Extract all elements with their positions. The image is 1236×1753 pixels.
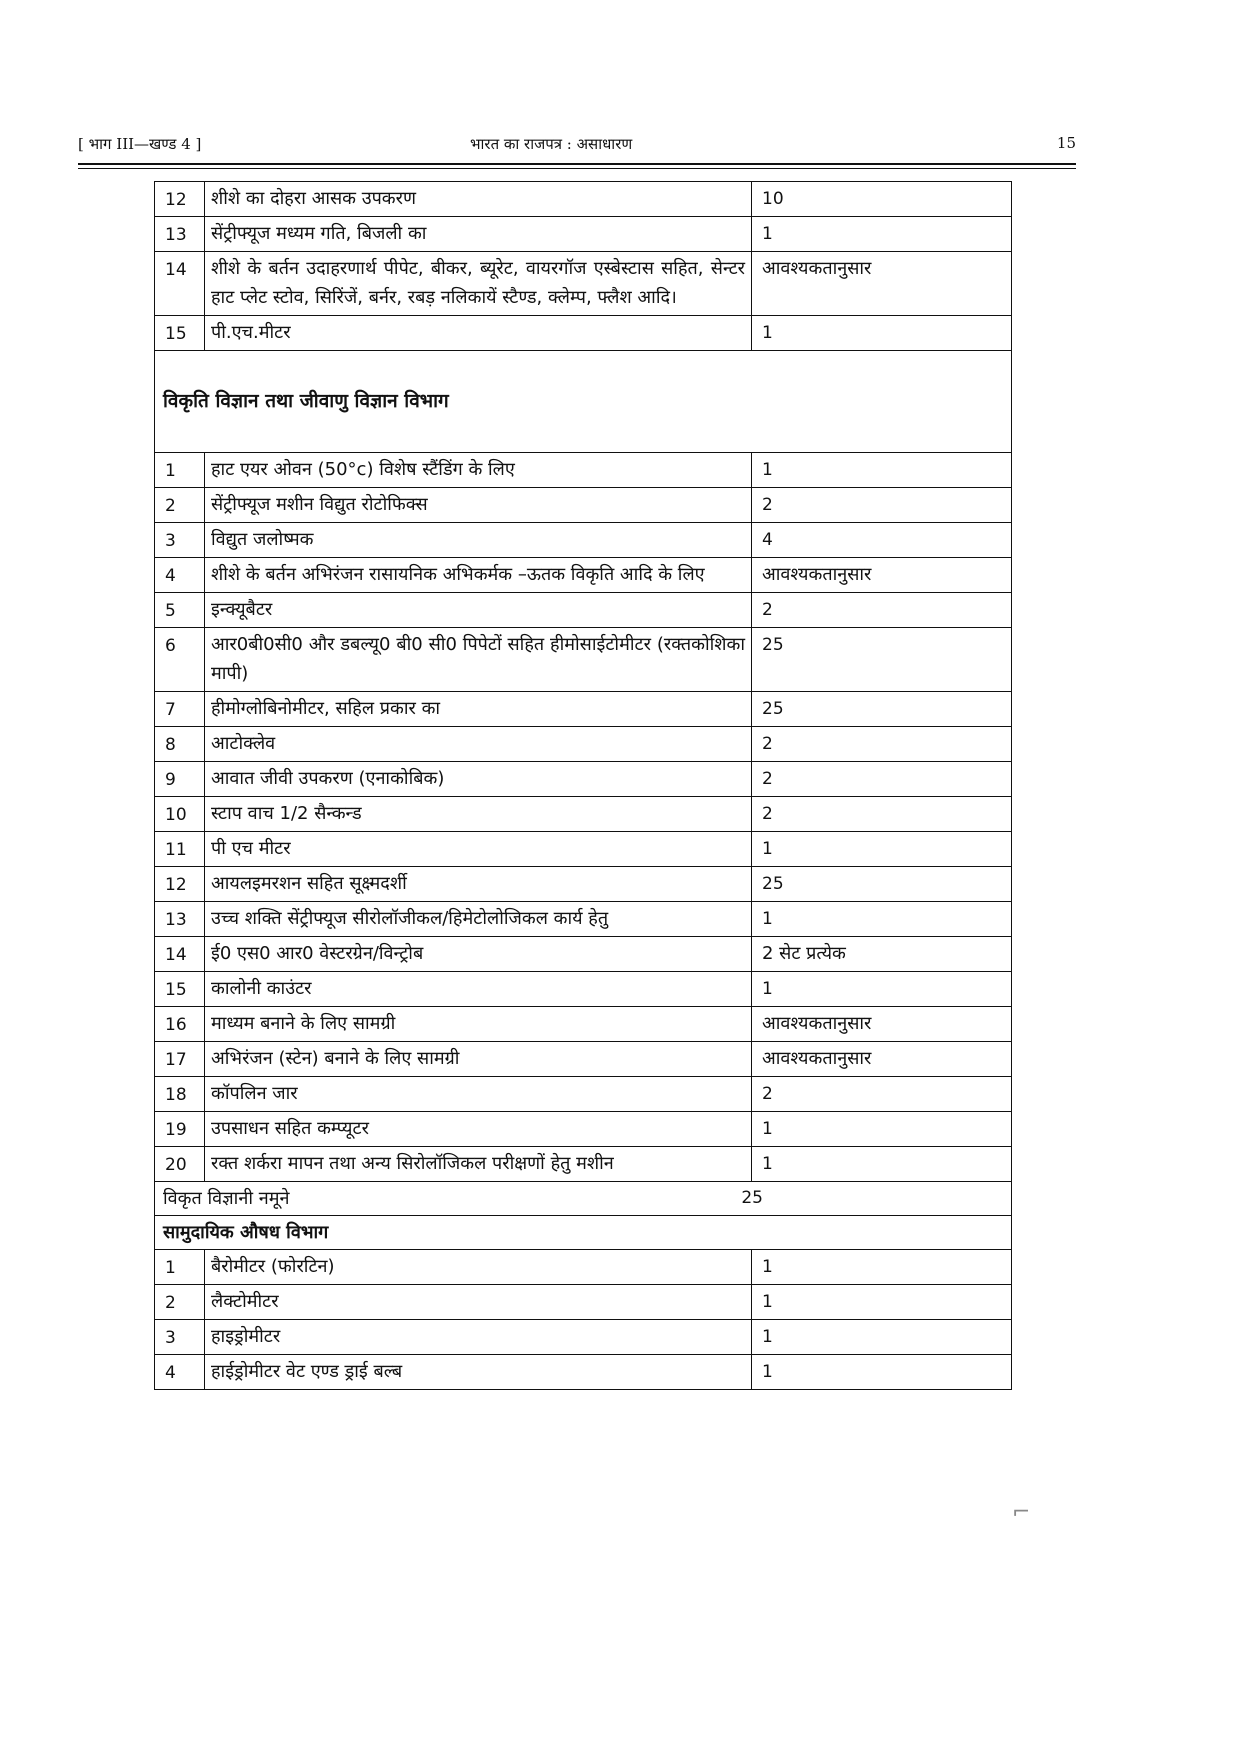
table-row bbox=[155, 867, 1012, 902]
row-quantity: 1 bbox=[752, 1285, 1012, 1320]
row-quantity: 4 bbox=[752, 523, 1012, 558]
row-quantity: 1 bbox=[752, 1355, 1012, 1390]
header-gazette-title: भारत का राजपत्र : असाधारण bbox=[470, 135, 633, 153]
table-row bbox=[155, 972, 1012, 1007]
row-description: स्टाप वाच 1/2 सैन्कन्ड bbox=[205, 797, 752, 832]
row-number: 18 bbox=[155, 1077, 205, 1112]
row-number: 9 bbox=[155, 762, 205, 797]
table-row bbox=[155, 832, 1012, 867]
row-number: 15 bbox=[155, 316, 205, 351]
row-number: 16 bbox=[155, 1007, 205, 1042]
row-number: 11 bbox=[155, 832, 205, 867]
row-quantity: आवश्यकतानुसार bbox=[752, 1042, 1012, 1077]
table-row bbox=[155, 1007, 1012, 1042]
table-row bbox=[155, 762, 1012, 797]
row-number: 3 bbox=[155, 523, 205, 558]
row-description: हीमोग्लोबिनोमीटर, सहिल प्रकार का bbox=[205, 692, 752, 727]
row-description: माध्यम बनाने के लिए सामग्री bbox=[205, 1007, 752, 1042]
table-row bbox=[155, 1077, 1012, 1112]
row-number: 15 bbox=[155, 972, 205, 1007]
row-quantity: 2 bbox=[752, 797, 1012, 832]
summary-value: 25 bbox=[741, 1188, 763, 1208]
row-quantity: 1 bbox=[752, 902, 1012, 937]
row-description: रक्त शर्करा मापन तथा अन्य सिरोलॉजिकल परीक्षणों हेतु मशीन bbox=[205, 1147, 752, 1182]
equipment-table-part1 bbox=[155, 182, 1012, 351]
row-quantity: 2 bbox=[752, 1077, 1012, 1112]
row-quantity: 2 bbox=[752, 727, 1012, 762]
row-number: 12 bbox=[155, 182, 205, 217]
row-quantity: 2 सेट प्रत्येक bbox=[752, 937, 1012, 972]
row-description: पी एच मीटर bbox=[205, 832, 752, 867]
section-heading-pathology bbox=[155, 351, 1012, 453]
header-part-section: [ भाग III—खण्ड 4 ] bbox=[78, 135, 202, 153]
row-quantity: 25 bbox=[752, 628, 1012, 692]
row-number: 8 bbox=[155, 727, 205, 762]
table-row bbox=[155, 1250, 1012, 1285]
row-description: कॉपलिन जार bbox=[205, 1077, 752, 1112]
table-row bbox=[155, 316, 1012, 351]
row-quantity: 1 bbox=[752, 1147, 1012, 1182]
row-description: हाट एयर ओवन (50°c) विशेष स्टैंडिंग के लिए bbox=[205, 453, 752, 488]
row-quantity: आवश्यकतानुसार bbox=[752, 558, 1012, 593]
row-description: पी.एच.मीटर bbox=[205, 316, 752, 351]
row-description: ई0 एस0 आर0 वेस्टरग्रेन/विन्ट्रोब bbox=[205, 937, 752, 972]
row-description: उपसाधन सहित कम्प्यूटर bbox=[205, 1112, 752, 1147]
table-row bbox=[155, 937, 1012, 972]
row-quantity: 25 bbox=[752, 692, 1012, 727]
row-description: बैरोमीटर (फोरटिन) bbox=[205, 1250, 752, 1285]
row-quantity: 1 bbox=[752, 1112, 1012, 1147]
row-description: शीशे के बर्तन अभिरंजन रासायनिक अभिकर्मक –ऊतक विकृति आदि के लिए bbox=[205, 558, 752, 593]
row-number: 10 bbox=[155, 797, 205, 832]
row-description: आर0बी0सी0 और डबल्यू0 बी0 सी0 पिपेटों सहित हीमोसाईटोमीटर (रक्तकोशिका मापी) bbox=[205, 628, 752, 692]
section-title-community-medicine: सामुदायिक औषध विभाग bbox=[155, 1216, 1012, 1250]
row-description: विद्युत जलोष्मक bbox=[205, 523, 752, 558]
row-quantity: 1 bbox=[752, 972, 1012, 1007]
header-rule-thick bbox=[78, 163, 1076, 165]
row-number: 5 bbox=[155, 593, 205, 628]
page-number: 15 bbox=[1056, 134, 1076, 152]
row-quantity: 2 bbox=[752, 593, 1012, 628]
row-number: 20 bbox=[155, 1147, 205, 1182]
row-quantity: 2 bbox=[752, 762, 1012, 797]
table-row bbox=[155, 1285, 1012, 1320]
row-description: अभिरंजन (स्टेन) बनाने के लिए सामग्री bbox=[205, 1042, 752, 1077]
table-row bbox=[155, 1355, 1012, 1390]
row-quantity: 2 bbox=[752, 488, 1012, 523]
row-number: 3 bbox=[155, 1320, 205, 1355]
equipment-table-part2 bbox=[155, 453, 1012, 1182]
page-header bbox=[78, 132, 1076, 158]
row-description: हाइड्रोमीटर bbox=[205, 1320, 752, 1355]
row-description: सेंट्रीफ्यूज मशीन विद्युत रोटोफिक्स bbox=[205, 488, 752, 523]
row-number: 4 bbox=[155, 1355, 205, 1390]
row-number: 14 bbox=[155, 937, 205, 972]
summary-label: विकृत विज्ञानी नमूने bbox=[163, 1188, 290, 1209]
table-row bbox=[155, 1320, 1012, 1355]
row-number: 1 bbox=[155, 453, 205, 488]
table-row bbox=[155, 182, 1012, 217]
summary-cell bbox=[155, 1182, 1012, 1216]
row-number: 13 bbox=[155, 902, 205, 937]
row-number: 13 bbox=[155, 217, 205, 252]
table-row bbox=[155, 727, 1012, 762]
row-quantity: 25 bbox=[752, 867, 1012, 902]
section-title-pathology: विकृति विज्ञान तथा जीवाणु विज्ञान विभाग bbox=[155, 351, 1012, 453]
row-quantity: 1 bbox=[752, 1320, 1012, 1355]
row-quantity: 1 bbox=[752, 217, 1012, 252]
table-row bbox=[155, 797, 1012, 832]
row-number: 6 bbox=[155, 628, 205, 692]
table-row bbox=[155, 453, 1012, 488]
row-quantity: आवश्यकतानुसार bbox=[752, 252, 1012, 316]
row-quantity: 1 bbox=[752, 453, 1012, 488]
table-row bbox=[155, 628, 1012, 692]
row-number: 17 bbox=[155, 1042, 205, 1077]
row-description: सेंट्रीफ्यूज मध्यम गति, बिजली का bbox=[205, 217, 752, 252]
row-number: 12 bbox=[155, 867, 205, 902]
row-number: 1 bbox=[155, 1250, 205, 1285]
row-description: शीशे के बर्तन उदाहरणार्थ पीपेट, बीकर, ब्यूरेट, वायरगॉज एस्बेस्टास सहित, सेन्टर हाट प्लेट स्टोव, सिरिंजें, बर्नर, रबड़ नलिकायें स्टैण्ड, क्लेम्प, फ्लैश आदि। bbox=[205, 252, 752, 316]
row-description: हाईड्रोमीटर वेट एण्ड ड्राई बल्ब bbox=[205, 1355, 752, 1390]
row-description: आयलइमरशन सहित सूक्ष्मदर्शी bbox=[205, 867, 752, 902]
row-quantity: 1 bbox=[752, 1250, 1012, 1285]
row-number: 19 bbox=[155, 1112, 205, 1147]
table-row bbox=[155, 488, 1012, 523]
table-row bbox=[155, 692, 1012, 727]
table-row bbox=[155, 1042, 1012, 1077]
table-row bbox=[155, 558, 1012, 593]
section-row bbox=[155, 351, 1012, 453]
row-number: 14 bbox=[155, 252, 205, 316]
summary-row bbox=[155, 1182, 1012, 1216]
table-row bbox=[155, 1112, 1012, 1147]
row-number: 7 bbox=[155, 692, 205, 727]
equipment-table-part3 bbox=[155, 1250, 1012, 1390]
section-row bbox=[155, 1216, 1012, 1250]
row-number: 4 bbox=[155, 558, 205, 593]
row-description: कालोनी काउंटर bbox=[205, 972, 752, 1007]
row-quantity: 1 bbox=[752, 316, 1012, 351]
table-row bbox=[155, 902, 1012, 937]
row-description: शीशे का दोहरा आसक उपकरण bbox=[205, 182, 752, 217]
table-row bbox=[155, 217, 1012, 252]
row-number: 2 bbox=[155, 488, 205, 523]
row-description: आवात जीवी उपकरण (एनाकोबिक) bbox=[205, 762, 752, 797]
table-row bbox=[155, 523, 1012, 558]
summary-section bbox=[155, 1182, 1012, 1250]
table-row bbox=[155, 593, 1012, 628]
row-quantity: 1 bbox=[752, 832, 1012, 867]
row-number: 2 bbox=[155, 1285, 205, 1320]
table-row bbox=[155, 252, 1012, 316]
header-rule-thin bbox=[78, 168, 1076, 169]
pencil-mark: ⌐ bbox=[1012, 1500, 1031, 1525]
row-quantity: आवश्यकतानुसार bbox=[752, 1007, 1012, 1042]
equipment-table bbox=[154, 181, 1012, 1390]
row-description: लैक्टोमीटर bbox=[205, 1285, 752, 1320]
row-description: इन्क्यूबैटर bbox=[205, 593, 752, 628]
table-row bbox=[155, 1147, 1012, 1182]
row-description: आटोक्लेव bbox=[205, 727, 752, 762]
row-quantity: 10 bbox=[752, 182, 1012, 217]
row-description: उच्च शक्ति सेंट्रीफ्यूज सीरोलॉजीकल/हिमेटोलोजिकल कार्य हेतु bbox=[205, 902, 752, 937]
